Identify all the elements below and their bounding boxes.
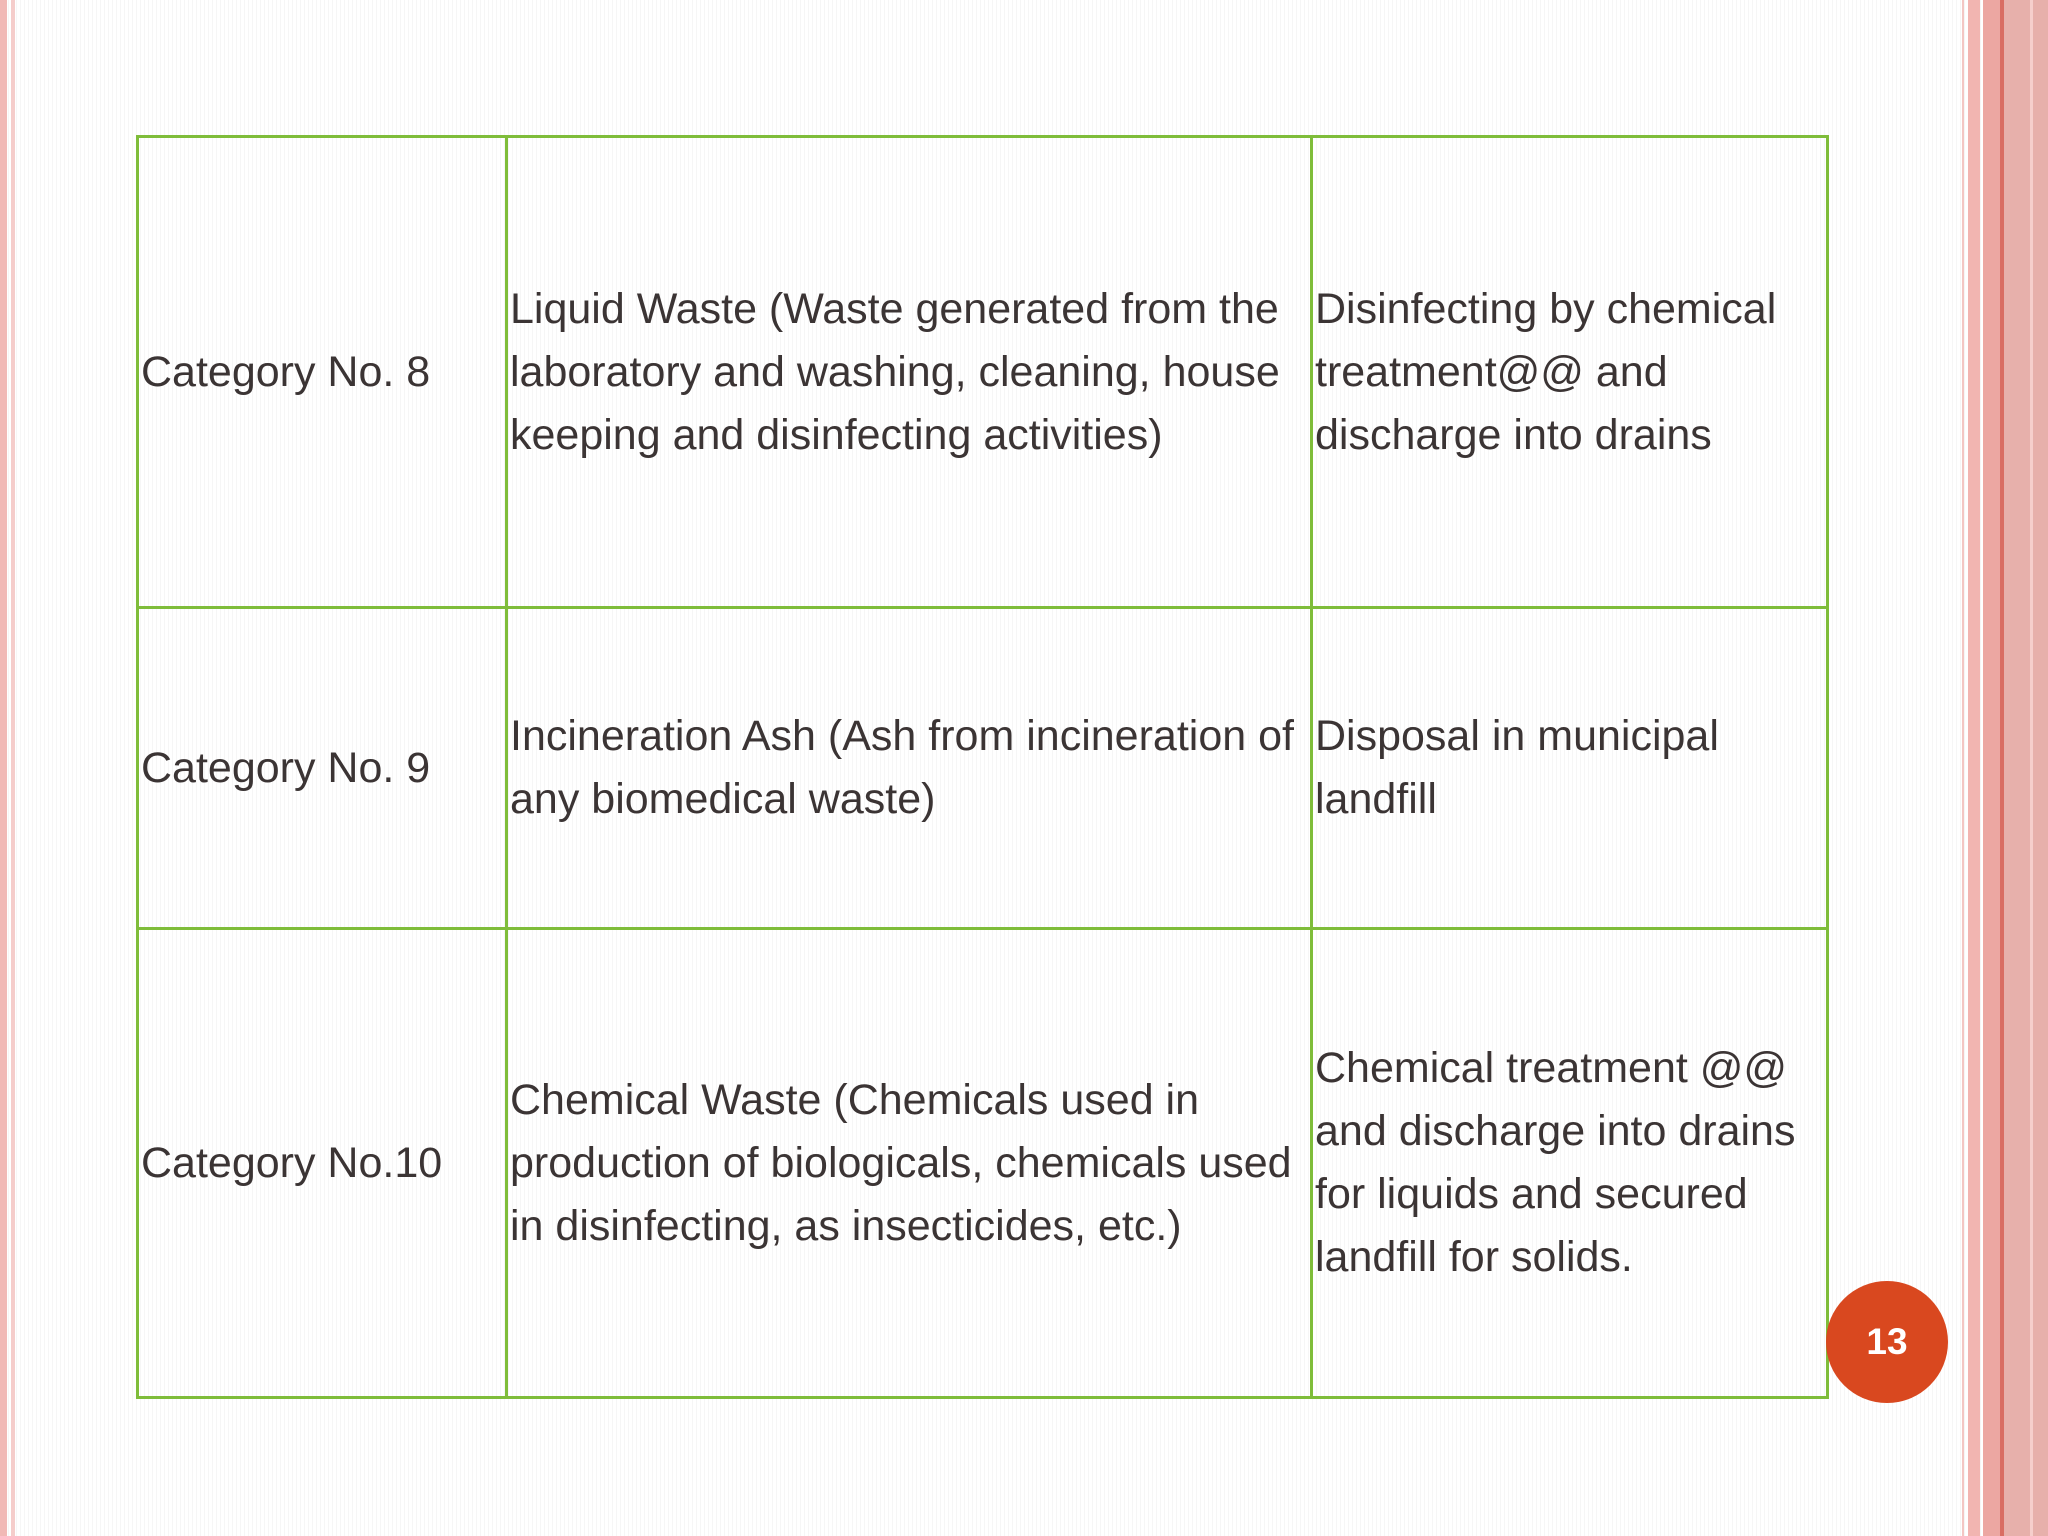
treatment-cell: Disposal in municipal landfill (1312, 608, 1828, 929)
page-number: 13 (1866, 1321, 1908, 1362)
left-border-stripe (0, 0, 7, 1536)
table-row (138, 608, 1828, 929)
waste-category-table (136, 135, 1829, 1399)
table-row (138, 137, 1828, 608)
right-border-band (1983, 0, 2000, 1536)
category-cell: Category No. 8 (138, 137, 507, 608)
waste-description-cell: Chemical Waste (Chemicals used in production of biologicals, chemicals used in disinfecting, as insecticides, etc.) (507, 929, 1312, 1398)
page-number-badge (1826, 1281, 1948, 1403)
right-border-band (2030, 0, 2033, 1536)
right-border-band (1968, 0, 1980, 1536)
category-cell: Category No.10 (138, 929, 507, 1398)
left-border-stripe-thin (11, 0, 15, 1536)
treatment-cell: Disinfecting by chemical treatment@@ and discharge into drains (1312, 137, 1828, 608)
treatment-cell: Chemical treatment @@ and discharge into drains for liquids and secured landfill for solids. (1312, 929, 1828, 1398)
table-row (138, 929, 1828, 1398)
category-cell: Category No. 9 (138, 608, 507, 929)
waste-description-cell: Liquid Waste (Waste generated from the laboratory and washing, cleaning, house keeping and disinfecting activities) (507, 137, 1312, 608)
waste-description-cell: Incineration Ash (Ash from incineration of any biomedical waste) (507, 608, 1312, 929)
right-border-band (1962, 0, 1964, 1536)
right-border-band (2004, 0, 2048, 1536)
